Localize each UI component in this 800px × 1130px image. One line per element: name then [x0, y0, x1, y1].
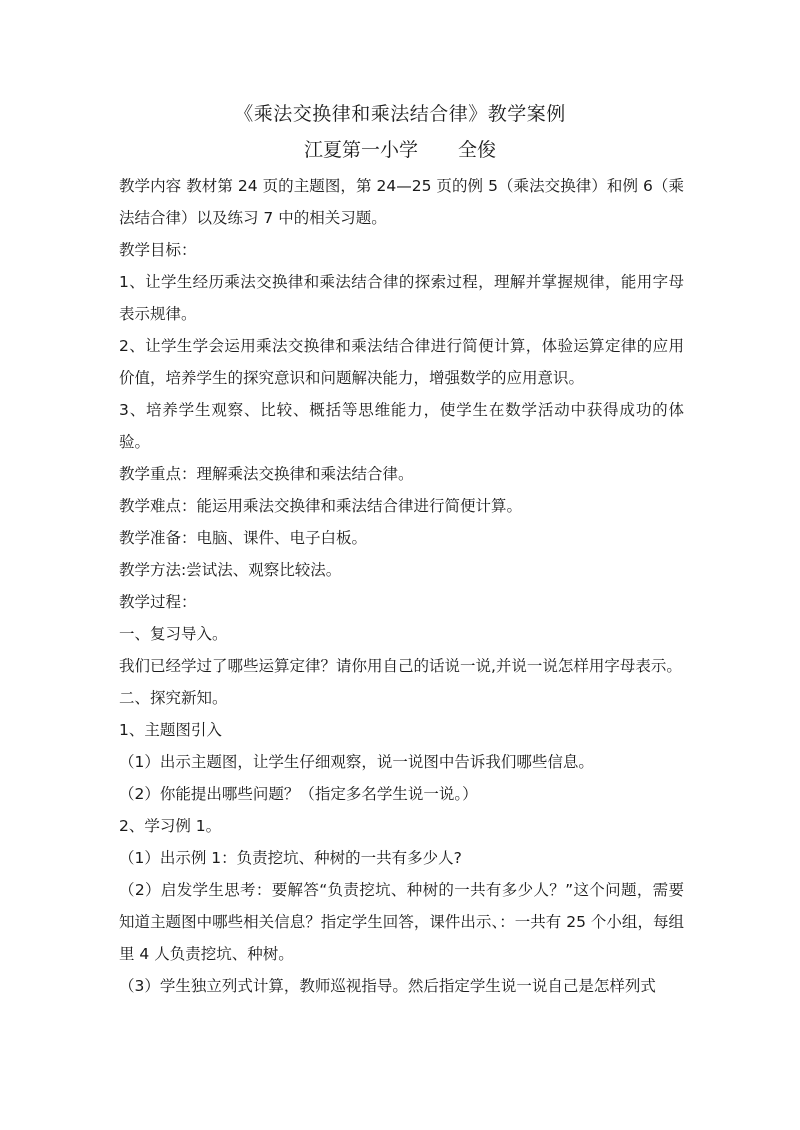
paragraph-step-2: 2、学习例 1。	[119, 817, 222, 835]
document-body	[119, 170, 684, 1002]
paragraph-process-heading: 教学过程：	[119, 593, 197, 611]
paragraph-step-1-1: （1）出示主题图，让学生仔细观察，说一说图中告诉我们哪些信息。	[119, 753, 594, 771]
paragraph-objective-1: 1、让学生经历乘法交换律和乘法结合律的探索过程，理解并掌握规律，能用字母表示规律。	[119, 273, 684, 323]
paragraph-step-2-2: （2）启发学生思考：要解答“负责挖坑、种树的一共有多少人？”这个问题，需要知道主题图中哪些相关信息？指定学生回答，课件出示、：一共有 25 个小组，每组里 4 人负责挖坑、种树。	[119, 881, 684, 963]
paragraph-section-2: 二、探究新知。	[119, 689, 228, 707]
paragraph-section-1: 一、复习导入。	[119, 625, 228, 643]
document-byline	[0, 136, 800, 164]
paragraph-review-question: 我们已经学过了哪些运算定律？请你用自己的话说一说,并说一说怎样用字母表示。	[119, 657, 682, 675]
document-title: 《乘法交换律和乘法结合律》教学案例	[234, 103, 566, 125]
paragraph-step-1-2: （2）你能提出哪些问题？（指定多名学生说一说。）	[119, 785, 478, 803]
paragraph-objective-3: 3、培养学生观察、比较、概括等思维能力，使学生在数学活动中获得成功的体验。	[119, 401, 684, 451]
paragraph-objective-2: 2、让学生学会运用乘法交换律和乘法结合律进行简便计算，体验运算定律的应用价值，培养学生的探究意识和问题解决能力，增强数学的应用意识。	[119, 337, 684, 387]
paragraph-objectives-heading: 教学目标：	[119, 241, 197, 259]
paragraph-preparation: 教学准备：电脑、课件、电子白板。	[119, 529, 368, 547]
paragraph-step-2-1: （1）出示例 1：负责挖坑、种树的一共有多少人?	[119, 849, 462, 867]
school-name: 江夏第一小学	[303, 139, 418, 161]
paragraph-key-point: 教学重点：理解乘法交换律和乘法结合律。	[119, 465, 414, 483]
paragraph-content: 教学内容 教材第 24 页的主题图，第 24—25 页的例 5（乘法交换律）和例 6（乘法结合律）以及练习 7 中的相关习题。	[119, 177, 684, 227]
paragraph-method: 教学方法:尝试法、观察比较法。	[119, 561, 342, 579]
author-name: 全俊	[458, 139, 497, 161]
paragraph-difficulty: 教学难点：能运用乘法交换律和乘法结合律进行简便计算。	[119, 497, 523, 515]
paragraph-step-2-3: （3）学生独立列式计算，教师巡视指导。然后指定学生说一说自己是怎样列式	[119, 977, 656, 995]
paragraph-step-1: 1、主题图引入	[119, 721, 222, 739]
